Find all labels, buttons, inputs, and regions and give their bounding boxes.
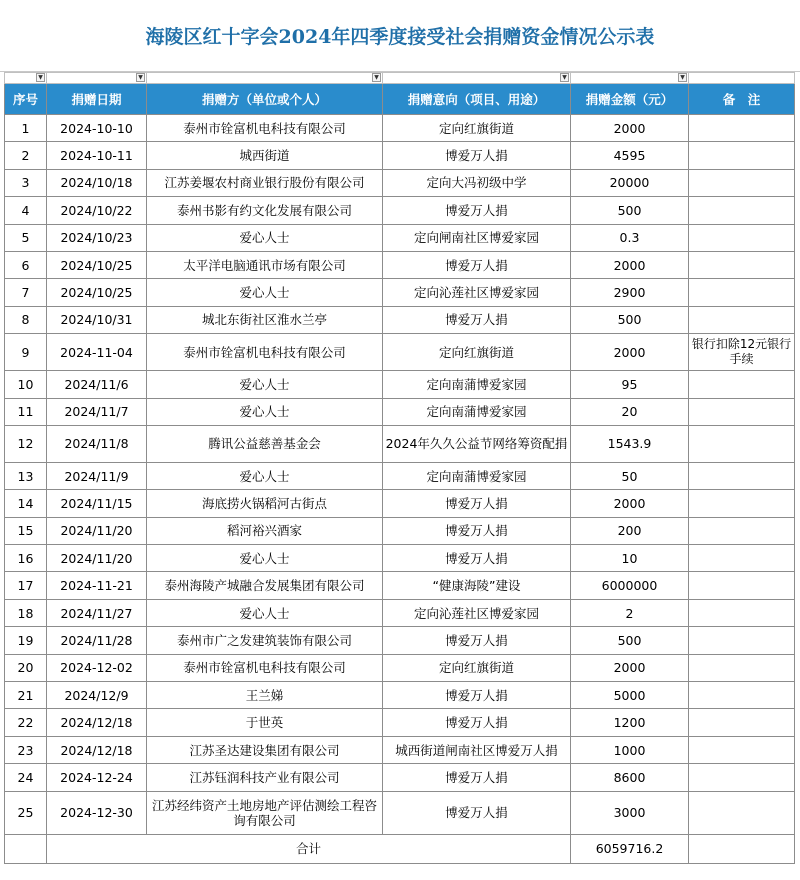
- cell-purpose[interactable]: 博爱万人捐: [383, 682, 571, 709]
- cell-donor[interactable]: 江苏经纬资产土地房地产评估测绘工程咨询有限公司: [147, 791, 383, 834]
- cell-no[interactable]: 25: [5, 791, 47, 834]
- cell-no[interactable]: 23: [5, 736, 47, 763]
- cell-date[interactable]: 2024-12-30: [47, 791, 147, 834]
- cell-purpose[interactable]: 城西街道闸南社区博爱万人捐: [383, 736, 571, 763]
- cell-donor[interactable]: 爱心人士: [147, 371, 383, 398]
- filter-dropdown-icon[interactable]: ▼: [372, 73, 381, 82]
- cell-purpose[interactable]: 博爱万人捐: [383, 197, 571, 224]
- cell-no[interactable]: 6: [5, 251, 47, 278]
- cell-purpose[interactable]: 博爱万人捐: [383, 709, 571, 736]
- cell-no[interactable]: 4: [5, 197, 47, 224]
- cell-donor[interactable]: 太平洋电脑通讯市场有限公司: [147, 251, 383, 278]
- table-row: [5, 572, 795, 599]
- cell-note[interactable]: [689, 169, 795, 196]
- cell-purpose[interactable]: 博爱万人捐: [383, 517, 571, 544]
- cell-amount[interactable]: 500: [571, 197, 689, 224]
- cell-note[interactable]: [689, 572, 795, 599]
- cell-no[interactable]: 7: [5, 279, 47, 306]
- cell-note[interactable]: [689, 462, 795, 489]
- filter-row: [5, 73, 795, 84]
- cell-date[interactable]: 2024/11/27: [47, 599, 147, 626]
- total-row: [5, 834, 795, 863]
- cell-note[interactable]: [689, 279, 795, 306]
- cell-donor[interactable]: 泰州市广之发建筑装饰有限公司: [147, 627, 383, 654]
- cell-date[interactable]: 2024/11/20: [47, 517, 147, 544]
- table-row: [5, 764, 795, 791]
- filter-cell: [689, 73, 795, 84]
- cell-amount[interactable]: 20: [571, 398, 689, 425]
- cell-date[interactable]: 2024/10/23: [47, 224, 147, 251]
- cell-date[interactable]: 2024/11/9: [47, 462, 147, 489]
- cell-purpose[interactable]: 博爱万人捐: [383, 306, 571, 333]
- header-row: [5, 84, 795, 115]
- cell-purpose[interactable]: 博爱万人捐: [383, 251, 571, 278]
- cell-donor[interactable]: 江苏钰润科技产业有限公司: [147, 764, 383, 791]
- page-title: 海陵区红十字会2024年四季度接受社会捐赠资金情况公示表: [0, 0, 800, 72]
- cell-purpose[interactable]: 博爱万人捐: [383, 490, 571, 517]
- cell-amount[interactable]: 200: [571, 517, 689, 544]
- table-row: [5, 398, 795, 425]
- table-row: [5, 334, 795, 371]
- cell-no[interactable]: 13: [5, 462, 47, 489]
- cell-amount[interactable]: 500: [571, 627, 689, 654]
- cell-amount[interactable]: 50: [571, 462, 689, 489]
- table-row: [5, 791, 795, 834]
- cell-purpose[interactable]: 定向南蒲博爱家园: [383, 462, 571, 489]
- cell-purpose[interactable]: 博爱万人捐: [383, 764, 571, 791]
- cell-amount[interactable]: 1200: [571, 709, 689, 736]
- cell-no[interactable]: 21: [5, 682, 47, 709]
- cell-note[interactable]: [689, 251, 795, 278]
- cell-amount[interactable]: 10: [571, 545, 689, 572]
- cell-no[interactable]: 15: [5, 517, 47, 544]
- cell-note[interactable]: [689, 709, 795, 736]
- table-row: [5, 654, 795, 681]
- table-row: [5, 115, 795, 142]
- header-date[interactable]: 捐赠日期: [47, 84, 147, 115]
- cell-date[interactable]: 2024/10/25: [47, 279, 147, 306]
- cell-donor[interactable]: 爱心人士: [147, 599, 383, 626]
- table-row: [5, 517, 795, 544]
- cell-donor[interactable]: 江苏圣达建设集团有限公司: [147, 736, 383, 763]
- cell-amount[interactable]: 6000000: [571, 572, 689, 599]
- cell-no[interactable]: 14: [5, 490, 47, 517]
- cell-no[interactable]: 8: [5, 306, 47, 333]
- filter-dropdown-icon[interactable]: ▼: [560, 73, 569, 82]
- cell-amount[interactable]: 500: [571, 306, 689, 333]
- cell-no[interactable]: 24: [5, 764, 47, 791]
- table-row: [5, 627, 795, 654]
- total-label[interactable]: 合计: [47, 834, 571, 863]
- cell-amount[interactable]: 2000: [571, 654, 689, 681]
- table-row: [5, 306, 795, 333]
- total-amount[interactable]: 6059716.2: [571, 834, 689, 863]
- cell-note[interactable]: [689, 682, 795, 709]
- cell-amount[interactable]: 0.3: [571, 224, 689, 251]
- cell-donor[interactable]: 稻河裕兴酒家: [147, 517, 383, 544]
- cell-donor[interactable]: 城北东街社区淮水兰亭: [147, 306, 383, 333]
- cell-donor[interactable]: 王兰娣: [147, 682, 383, 709]
- cell-donor[interactable]: 江苏姜堰农村商业银行股份有限公司: [147, 169, 383, 196]
- header-note[interactable]: 备 注: [689, 84, 795, 115]
- cell-purpose[interactable]: 定向红旗街道: [383, 115, 571, 142]
- cell-donor[interactable]: 泰州书影有约文化发展有限公司: [147, 197, 383, 224]
- table-row: [5, 279, 795, 306]
- cell-purpose[interactable]: 定向南蒲博爱家园: [383, 398, 571, 425]
- cell-no[interactable]: 2: [5, 142, 47, 169]
- cell-donor[interactable]: 爱心人士: [147, 398, 383, 425]
- table-row: [5, 545, 795, 572]
- table-row: [5, 251, 795, 278]
- cell-note[interactable]: [689, 736, 795, 763]
- cell-note[interactable]: [689, 425, 795, 462]
- filter-cell: [571, 73, 689, 84]
- cell-purpose[interactable]: 定向大冯初级中学: [383, 169, 571, 196]
- cell-amount[interactable]: 1543.9: [571, 425, 689, 462]
- cell-amount[interactable]: 2: [571, 599, 689, 626]
- cell-amount[interactable]: 2900: [571, 279, 689, 306]
- table-row: [5, 197, 795, 224]
- cell-donor[interactable]: 爱心人士: [147, 224, 383, 251]
- cell-date[interactable]: 2024/12/9: [47, 682, 147, 709]
- cell-donor[interactable]: 泰州市铨富机电科技有限公司: [147, 334, 383, 371]
- filter-dropdown-icon[interactable]: ▼: [678, 73, 687, 82]
- donation-table: [4, 72, 795, 864]
- cell-no[interactable]: 20: [5, 654, 47, 681]
- cell-note[interactable]: [689, 142, 795, 169]
- cell-date[interactable]: 2024-12-24: [47, 764, 147, 791]
- cell-note[interactable]: [689, 764, 795, 791]
- header-purpose[interactable]: 捐赠意向（项目、用途）: [383, 84, 571, 115]
- table-row: [5, 490, 795, 517]
- table-row: [5, 736, 795, 763]
- cell-purpose[interactable]: 定向红旗街道: [383, 654, 571, 681]
- cell-no[interactable]: 5: [5, 224, 47, 251]
- cell-no[interactable]: 12: [5, 425, 47, 462]
- cell-no[interactable]: 3: [5, 169, 47, 196]
- cell-date[interactable]: 2024/11/15: [47, 490, 147, 517]
- header-amount[interactable]: 捐赠金额（元）: [571, 84, 689, 115]
- cell-purpose[interactable]: 博爱万人捐: [383, 545, 571, 572]
- cell-date[interactable]: 2024/11/8: [47, 425, 147, 462]
- filter-cell: [47, 73, 147, 84]
- cell-donor[interactable]: 爱心人士: [147, 545, 383, 572]
- header-donor[interactable]: 捐赠方（单位或个人）: [147, 84, 383, 115]
- cell-note[interactable]: [689, 398, 795, 425]
- cell-date[interactable]: 2024/10/22: [47, 197, 147, 224]
- cell-no[interactable]: 10: [5, 371, 47, 398]
- cell-amount[interactable]: 1000: [571, 736, 689, 763]
- cell-note[interactable]: [689, 545, 795, 572]
- cell-amount[interactable]: 2000: [571, 490, 689, 517]
- cell-amount[interactable]: 2000: [571, 115, 689, 142]
- cell-no[interactable]: 9: [5, 334, 47, 371]
- cell-note[interactable]: 银行扣除12元银行手续: [689, 334, 795, 371]
- table-row: [5, 169, 795, 196]
- cell-note[interactable]: [689, 654, 795, 681]
- cell-purpose[interactable]: 定向沁莲社区博爱家园: [383, 599, 571, 626]
- cell-purpose[interactable]: 2024年久久公益节网络筹资配捐: [383, 425, 571, 462]
- table-row: [5, 599, 795, 626]
- cell-purpose[interactable]: “健康海陵”建设: [383, 572, 571, 599]
- table-row: [5, 709, 795, 736]
- cell-note[interactable]: [689, 197, 795, 224]
- cell-note[interactable]: [689, 490, 795, 517]
- cell-date[interactable]: 2024/10/31: [47, 306, 147, 333]
- filter-cell: [383, 73, 571, 84]
- cell-note[interactable]: [689, 306, 795, 333]
- cell-no[interactable]: 19: [5, 627, 47, 654]
- cell-date[interactable]: 2024-11-21: [47, 572, 147, 599]
- cell-purpose[interactable]: 定向沁莲社区博爱家园: [383, 279, 571, 306]
- cell-purpose[interactable]: 博爱万人捐: [383, 142, 571, 169]
- table-row: [5, 462, 795, 489]
- table-row: [5, 371, 795, 398]
- cell-date[interactable]: 2024/11/6: [47, 371, 147, 398]
- cell-date[interactable]: 2024/10/18: [47, 169, 147, 196]
- cell-purpose[interactable]: 博爱万人捐: [383, 627, 571, 654]
- cell-donor[interactable]: 爱心人士: [147, 462, 383, 489]
- cell-date[interactable]: 2024/10/25: [47, 251, 147, 278]
- cell-donor[interactable]: 爱心人士: [147, 279, 383, 306]
- cell-note[interactable]: [689, 517, 795, 544]
- cell-donor[interactable]: 泰州海陵产城融合发展集团有限公司: [147, 572, 383, 599]
- cell-amount[interactable]: 3000: [571, 791, 689, 834]
- cell-no[interactable]: 22: [5, 709, 47, 736]
- total-note-cell[interactable]: [689, 834, 795, 863]
- cell-donor[interactable]: 于世英: [147, 709, 383, 736]
- cell-date[interactable]: 2024-10-10: [47, 115, 147, 142]
- cell-note[interactable]: [689, 791, 795, 834]
- table-row: [5, 425, 795, 462]
- cell-date[interactable]: 2024/11/20: [47, 545, 147, 572]
- cell-note[interactable]: [689, 599, 795, 626]
- cell-purpose[interactable]: 定向红旗街道: [383, 334, 571, 371]
- cell-donor[interactable]: 城西街道: [147, 142, 383, 169]
- cell-note[interactable]: [689, 224, 795, 251]
- table-row: [5, 142, 795, 169]
- cell-date[interactable]: 2024-11-04: [47, 334, 147, 371]
- cell-amount[interactable]: 8600: [571, 764, 689, 791]
- cell-no[interactable]: 17: [5, 572, 47, 599]
- total-empty-cell[interactable]: [5, 834, 47, 863]
- table-row: [5, 224, 795, 251]
- cell-no[interactable]: 11: [5, 398, 47, 425]
- cell-date[interactable]: 2024-12-02: [47, 654, 147, 681]
- cell-note[interactable]: [689, 371, 795, 398]
- cell-no[interactable]: 16: [5, 545, 47, 572]
- filter-dropdown-icon[interactable]: ▼: [136, 73, 145, 82]
- cell-amount[interactable]: 4595: [571, 142, 689, 169]
- cell-purpose[interactable]: 博爱万人捐: [383, 791, 571, 834]
- cell-date[interactable]: 2024/11/28: [47, 627, 147, 654]
- cell-no[interactable]: 18: [5, 599, 47, 626]
- cell-donor[interactable]: 海底捞火锅稻河古街点: [147, 490, 383, 517]
- cell-date[interactable]: 2024/12/18: [47, 736, 147, 763]
- header-no[interactable]: 序号: [5, 84, 47, 115]
- cell-amount[interactable]: 95: [571, 371, 689, 398]
- cell-amount[interactable]: 2000: [571, 251, 689, 278]
- cell-amount[interactable]: 5000: [571, 682, 689, 709]
- table-row: [5, 682, 795, 709]
- filter-dropdown-icon[interactable]: ▼: [36, 73, 45, 82]
- cell-note[interactable]: [689, 115, 795, 142]
- cell-date[interactable]: 2024-10-11: [47, 142, 147, 169]
- cell-date[interactable]: 2024/11/7: [47, 398, 147, 425]
- cell-amount[interactable]: 20000: [571, 169, 689, 196]
- filter-cell: [147, 73, 383, 84]
- cell-donor[interactable]: 腾讯公益慈善基金会: [147, 425, 383, 462]
- cell-donor[interactable]: 泰州市铨富机电科技有限公司: [147, 654, 383, 681]
- cell-donor[interactable]: 泰州市铨富机电科技有限公司: [147, 115, 383, 142]
- filter-cell: [5, 73, 47, 84]
- cell-purpose[interactable]: 定向南蒲博爱家园: [383, 371, 571, 398]
- cell-no[interactable]: 1: [5, 115, 47, 142]
- cell-note[interactable]: [689, 627, 795, 654]
- cell-date[interactable]: 2024/12/18: [47, 709, 147, 736]
- cell-amount[interactable]: 2000: [571, 334, 689, 371]
- cell-purpose[interactable]: 定向闸南社区博爱家园: [383, 224, 571, 251]
